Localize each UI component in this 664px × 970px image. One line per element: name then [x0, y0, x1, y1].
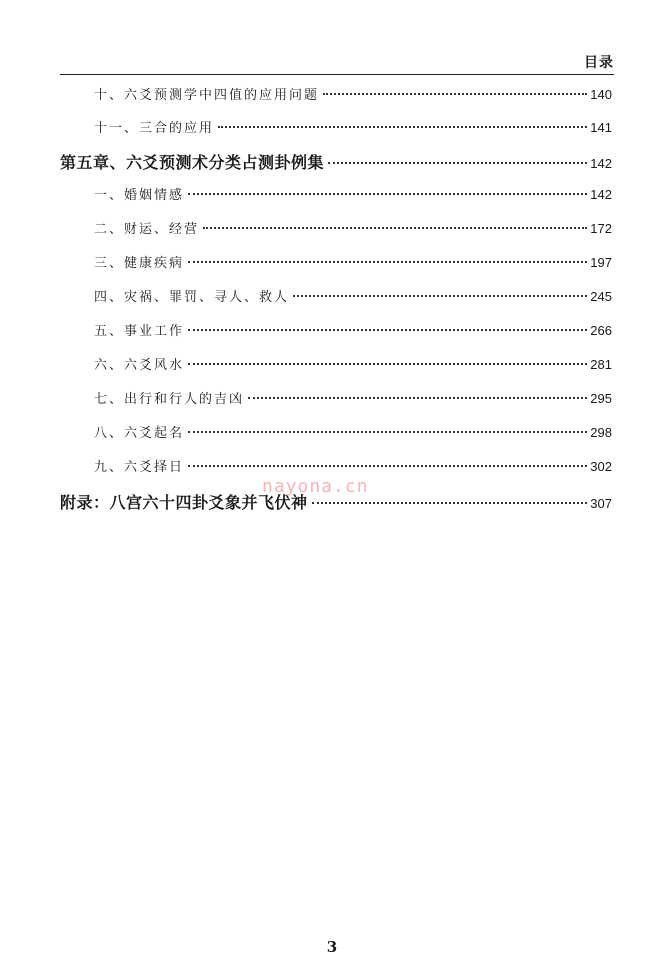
toc-entry-page: 281: [590, 357, 612, 372]
section-header-label: 目录: [584, 55, 614, 71]
header-rule: [60, 74, 614, 75]
toc-entry-page: 302: [590, 459, 612, 474]
dot-leader: [203, 227, 587, 229]
toc-entry[interactable]: [0, 422, 612, 446]
watermark-text: nayona.cn: [262, 476, 369, 497]
toc-entry[interactable]: [0, 184, 612, 208]
dot-leader: [188, 261, 587, 263]
toc-entry-page: 142: [590, 156, 612, 171]
dot-leader: [312, 502, 588, 504]
toc-entry-title: 一、婚姻情感: [94, 188, 185, 203]
toc-entry-title: 十、六爻预测学中四值的应用问题: [94, 88, 320, 103]
dot-leader: [188, 193, 587, 195]
toc-entry-page: 141: [590, 120, 612, 135]
toc-entry-title: 六、六爻风水: [94, 358, 185, 373]
toc-entry-page: 172: [590, 221, 612, 236]
dot-leader: [188, 431, 587, 433]
toc-entry-title: 二、财运、经营: [94, 222, 200, 237]
toc-entry-title: 九、六爻择日: [94, 460, 185, 475]
toc-chapter-title: 第五章、六爻预测术分类占测卦例集: [60, 153, 325, 172]
dot-leader: [328, 162, 587, 164]
toc-entry-title: 八、六爻起名: [94, 426, 185, 441]
dot-leader: [188, 363, 587, 365]
toc-entry[interactable]: [0, 286, 612, 310]
dot-leader: [188, 329, 587, 331]
toc-entry-page: 298: [590, 425, 612, 440]
toc-chapter-entry[interactable]: [0, 150, 612, 174]
toc-entry[interactable]: [0, 117, 612, 141]
toc-entry-page: 142: [590, 187, 612, 202]
toc-entry[interactable]: [0, 320, 612, 344]
toc-entry[interactable]: [0, 252, 612, 276]
dot-leader: [293, 295, 587, 297]
toc-chapter-title: 附录：八宫六十四卦爻象并飞伏神: [60, 493, 308, 512]
page-number: 3: [326, 938, 338, 956]
dot-leader: [248, 397, 587, 399]
toc-entry-page: 307: [590, 496, 612, 511]
toc-entry[interactable]: [0, 218, 612, 242]
toc-entry-page: 245: [590, 289, 612, 304]
dot-leader: [323, 93, 587, 95]
toc-entry-page: 266: [590, 323, 612, 338]
toc-entry-title: 七、出行和行人的吉凶: [94, 392, 245, 407]
toc-entry-title: 十一、三合的应用: [94, 121, 215, 136]
dot-leader: [188, 465, 587, 467]
toc-entry-title: 三、健康疾病: [94, 256, 185, 271]
toc-entry[interactable]: [0, 388, 612, 412]
toc-entry-page: 197: [590, 255, 612, 270]
dot-leader: [218, 126, 587, 128]
toc-entry-page: 140: [590, 87, 612, 102]
toc-entry[interactable]: [0, 84, 612, 108]
toc-entry-title: 四、灾祸、罪罚、寻人、救人: [94, 290, 290, 305]
toc-entry[interactable]: [0, 354, 612, 378]
toc-entry-page: 295: [590, 391, 612, 406]
toc-entry-title: 五、事业工作: [94, 324, 185, 339]
